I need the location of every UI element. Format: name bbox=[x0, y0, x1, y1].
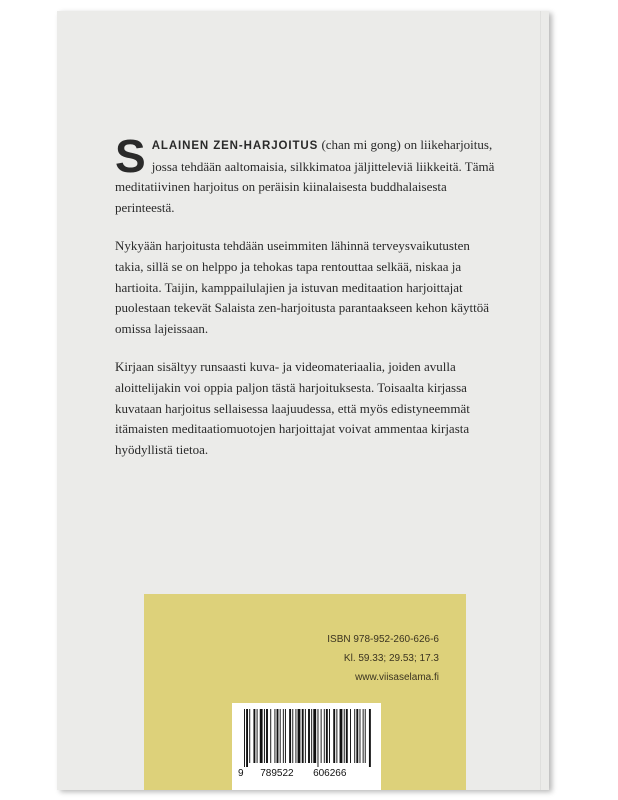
barcode bbox=[232, 703, 381, 790]
barcode-bar bbox=[295, 709, 296, 763]
barcode-bar bbox=[324, 709, 325, 763]
barcode-bar bbox=[283, 709, 284, 763]
book-info bbox=[327, 630, 439, 687]
barcode-bar bbox=[369, 709, 371, 767]
barcode-bar bbox=[356, 709, 358, 763]
barcode-bar bbox=[344, 709, 345, 763]
barcode-bar bbox=[253, 709, 255, 763]
barcode-bar bbox=[305, 709, 306, 763]
barcode-bar bbox=[313, 709, 316, 763]
classification-text: Kl. 59.33; 29.53; 17.3 bbox=[343, 653, 439, 664]
barcode-bar bbox=[246, 709, 248, 767]
paragraph-1-text: (chan mi gong) on liikeharjoitus, jossa tehdään aaltomaisia, silkkimatoa jäljitteleviä liikkeitä. Tämä meditatiivinen harjoitus on peräisin kiinalaisesta buddhalaisesta perinteestä. bbox=[115, 137, 495, 215]
barcode-bar bbox=[333, 709, 335, 763]
barcode-digits bbox=[238, 768, 375, 779]
barcode-bar bbox=[311, 709, 312, 763]
paragraph-1 bbox=[115, 130, 497, 218]
isbn-text: ISBN 978-952-260-626-6 bbox=[327, 634, 439, 645]
barcode-bar bbox=[340, 709, 343, 763]
barcode-bar bbox=[308, 709, 310, 763]
barcode-group-1: 789522 bbox=[260, 768, 294, 779]
description-text bbox=[115, 130, 497, 478]
paragraph-3: Kirjaan sisältyy runsaasti kuva- ja videomateriaalia, joiden avulla aloittelijakin voi oppia paljon tästä harjoituksesta. Toisaalta kirjassa kuvataan harjoitus sellaisessa laajuudessa, että myös edistyneemmät itämaisten meditaatiomuotojen harjoittajat voivat ammentaa kirjasta hyödyllistä tietoa. bbox=[115, 359, 470, 457]
paragraph-2: Nykyään harjoitusta tehdään useimmiten lähinnä terveysvaikutusten takia, sillä se on helppo ja tehokas tapa rentouttaa selkää, niskaa ja hartioita. Taijin, kamppailulajien ja istuvan meditaation harjoittajat puolestaan tekevät Salaista zen-harjoitusta parantaakseen kehon käyttöä omissa lajeissaan. bbox=[115, 238, 489, 336]
barcode-bar bbox=[249, 709, 250, 763]
barcode-group-2: 606266 bbox=[313, 768, 347, 779]
info-panel bbox=[144, 594, 466, 790]
barcode-bars bbox=[232, 703, 381, 771]
barcode-bar bbox=[280, 709, 281, 763]
drop-cap: S bbox=[115, 130, 146, 182]
barcode-bar bbox=[329, 709, 330, 763]
barcode-bar bbox=[298, 709, 301, 763]
barcode-bar bbox=[336, 709, 337, 763]
barcode-lead-digit: 9 bbox=[238, 768, 244, 779]
barcode-bar bbox=[292, 709, 293, 763]
barcode-bar bbox=[346, 709, 348, 763]
barcode-bar bbox=[277, 709, 279, 763]
barcode-bar bbox=[270, 709, 271, 763]
barcode-bar bbox=[264, 709, 265, 763]
barcode-bar bbox=[257, 709, 258, 763]
barcode-bar bbox=[318, 709, 319, 767]
barcode-bar bbox=[266, 709, 268, 763]
barcode-bar bbox=[365, 709, 366, 763]
barcode-bar bbox=[244, 709, 245, 767]
barcode-bar bbox=[350, 709, 351, 763]
barcode-bar bbox=[302, 709, 304, 763]
barcode-bar bbox=[326, 709, 328, 763]
book-title-inline: ALAINEN ZEN-HARJOITUS bbox=[151, 140, 319, 152]
barcode-bar bbox=[289, 709, 291, 763]
book-back-cover bbox=[57, 11, 549, 790]
barcode-bar bbox=[363, 709, 364, 763]
barcode-bar bbox=[354, 709, 355, 763]
barcode-bar bbox=[285, 709, 286, 763]
barcode-bar bbox=[321, 709, 322, 763]
website-text: www.viisaselama.fi bbox=[355, 672, 439, 683]
barcode-bar bbox=[274, 709, 275, 763]
barcode-bar bbox=[360, 709, 361, 763]
barcode-bar bbox=[260, 709, 263, 763]
